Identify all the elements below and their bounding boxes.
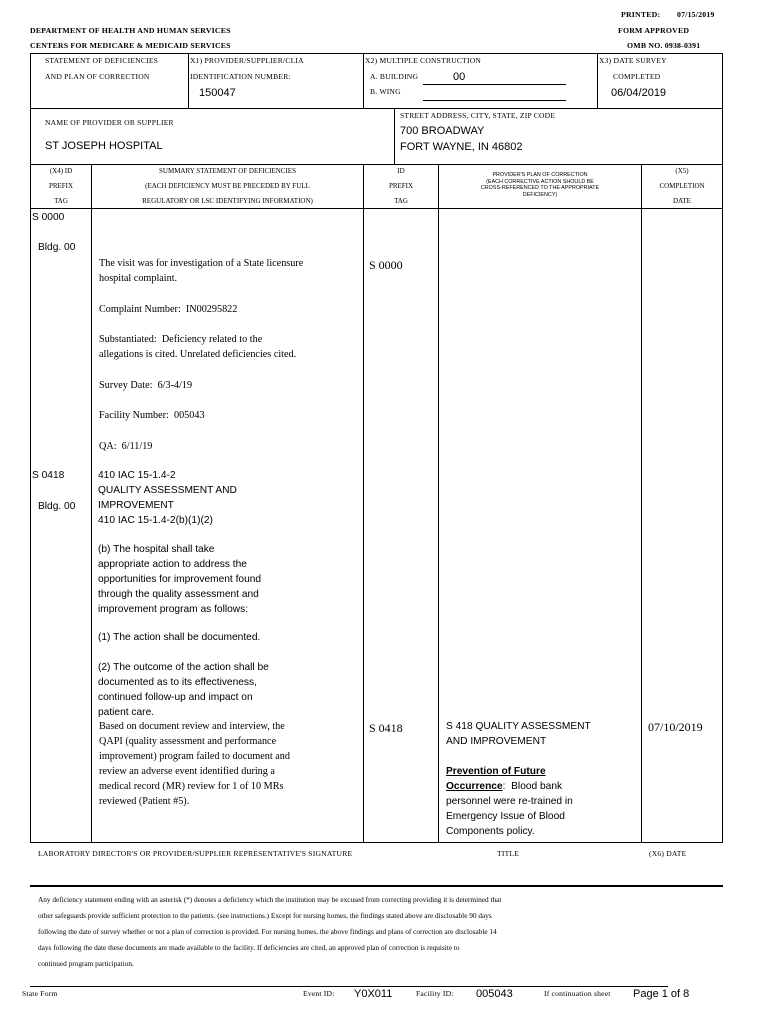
summary-header-l3: REGULATORY OR LSC IDENTIFYING INFORMATION) <box>142 197 313 205</box>
x5-header-l3: DATE <box>673 197 691 205</box>
continuation-label: If continuation sheet <box>544 989 611 998</box>
completion-date: 07/10/2019 <box>648 720 703 734</box>
id-header-l1: ID <box>397 167 405 175</box>
department-name: DEPARTMENT OF HEALTH AND HUMAN SERVICES <box>30 26 231 35</box>
rule <box>30 164 31 843</box>
rule <box>91 164 92 843</box>
substantiated-text: Substantiated: Deficiency related to the allegations is cited. Unrelated deficiencies cited. <box>99 334 297 360</box>
bldg-00-second: Bldg. 00 <box>38 501 76 512</box>
rule <box>641 164 642 843</box>
x3-label-2: COMPLETED <box>613 72 661 81</box>
disclaimer-text: Any deficiency statement ending with an asterisk (*) denotes a deficiency which the institution may be excused from correcting providing it is determined that other safeguards provide sufficient protection to the patients. (see instructions.) Except for nursing homes, the findings stated above are disclosable 90 days following the date of survey whether or not a plan of correction is provided. For nursing homes, the above findings and plans of correction are disclosable 14 days following the date these documents are made available to the facility. If deficiencies are cited, an approved plan of correction is requisite to continued program participation. <box>38 895 502 968</box>
prevention-occurrence: Occurrence <box>446 781 503 792</box>
x5-header-l2: COMPLETION <box>659 182 705 190</box>
event-id-label: Event ID: <box>303 989 335 998</box>
id-s0000: S 0000 <box>369 258 403 272</box>
clause-1-text: (1) The action shall be documented. <box>98 632 261 643</box>
complaint-number: Complaint Number: IN00295822 <box>99 304 238 315</box>
prevention-heading-2 <box>446 779 562 794</box>
x2-label: X2) MULTIPLE CONSTRUCTION <box>365 56 482 65</box>
plan-header-l4: DEFICIENCY) <box>522 191 558 198</box>
plan-header-l3: CROSS-REFERENCED TO THE APPROPRIATE <box>480 185 600 191</box>
tag-s0418: S 0418 <box>32 470 65 481</box>
event-id-value: Y0X011 <box>354 988 393 1000</box>
rule <box>30 208 723 209</box>
rule <box>363 164 364 843</box>
building-underline <box>423 84 566 85</box>
plan-header-l2: (EACH CORRECTIVE ACTION SHOULD BE <box>486 178 594 185</box>
x1-label-2: IDENTIFICATION NUMBER: <box>190 72 291 81</box>
address-line-1: 700 BROADWAY <box>400 125 485 137</box>
rule <box>722 53 723 109</box>
rule <box>30 842 723 843</box>
omb-number: OMB NO. 0938-0391 <box>627 41 701 50</box>
footer-rule <box>30 986 668 987</box>
x4-header-l2: PREFIX <box>48 182 74 190</box>
clause-2-text: (2) The outcome of the action shall be documented as to its effectiveness, continued follow-up and impact on patient care. <box>98 662 269 718</box>
plan-header <box>439 172 641 198</box>
page-number: Page 1 of 8 <box>633 988 690 1000</box>
rule <box>30 164 723 165</box>
survey-date-text: Survey Date: 6/3-4/19 <box>99 380 193 391</box>
provider-id-value: 150047 <box>199 87 236 99</box>
signature-rule <box>30 885 723 887</box>
address-line-2: FORT WAYNE, IN 46802 <box>400 141 523 153</box>
x4-header <box>31 166 91 206</box>
id-s0418: S 0418 <box>369 721 403 735</box>
qa-text: QA: 6/11/19 <box>99 441 153 452</box>
finding-text: Based on document review and interview, the QAPI (quality assessment and performance improvement) program failed to document and review an adverse event identified during a medical record (MR) review for 1 of 10 MRs reviewed (Patient #5). <box>99 721 290 807</box>
x4-header-l1: (X4) ID <box>49 167 73 175</box>
x1-label-1: X1) PROVIDER/SUPPLIER/CLIA <box>190 56 304 65</box>
id-header <box>364 166 438 206</box>
intro-text: The visit was for investigation of a State licensure hospital complaint. <box>99 258 304 284</box>
x5-header <box>642 166 722 206</box>
regulation-text: 410 IAC 15-1.4-2 QUALITY ASSESSMENT AND IMPROVEMENT 410 IAC 15-1.4-2(b)(1)(2) <box>98 470 237 526</box>
provider-name-label: NAME OF PROVIDER OR SUPPLIER <box>45 118 174 127</box>
tag-s0000: S 0000 <box>32 212 65 223</box>
x5-header-l1: (X5) <box>675 167 689 175</box>
rule <box>30 109 31 165</box>
bldg-00-first: Bldg. 00 <box>38 242 76 253</box>
rule <box>30 53 723 54</box>
b-clause-text: (b) The hospital shall take appropriate action to address the opportunities for improvement found through the quality assessment and improvement program as follows: <box>98 544 262 615</box>
x3-label-1: X3) DATE SURVEY <box>599 56 667 65</box>
summary-header-l1: SUMMARY STATEMENT OF DEFICIENCIES <box>159 167 296 175</box>
rule <box>597 53 598 109</box>
wing-label: B. WING <box>370 87 401 96</box>
centers-name: CENTERS FOR MEDICARE & MEDICAID SERVICES <box>30 41 231 50</box>
rule <box>722 164 723 843</box>
rule <box>30 53 31 109</box>
prevention-colon: : Blood bank <box>502 781 563 792</box>
provider-name-value: ST JOSEPH HOSPITAL <box>45 140 163 152</box>
rule <box>394 109 395 165</box>
title-label: TITLE <box>497 849 520 858</box>
wing-underline <box>423 100 566 101</box>
rule <box>30 108 723 109</box>
statement-label-1: STATEMENT OF DEFICIENCIES <box>45 56 159 65</box>
building-label: A. BUILDING <box>370 72 419 81</box>
signature-label: LABORATORY DIRECTOR'S OR PROVIDER/SUPPLIER REPRESENTATIVE'S SIGNATURE <box>38 849 353 858</box>
x6-date-label: (X6) DATE <box>649 849 687 858</box>
facility-number-text: Facility Number: 005043 <box>99 410 205 421</box>
survey-date-value: 06/04/2019 <box>611 87 667 99</box>
id-header-l3: TAG <box>394 197 408 205</box>
plan-text: personnel were re-trained in Emergency Issue of Blood Components policy. <box>446 796 573 837</box>
x4-header-l3: TAG <box>54 197 68 205</box>
building-value: 00 <box>453 71 466 83</box>
rule <box>722 109 723 165</box>
facility-id-value: 005043 <box>476 988 513 1000</box>
statement-label-2: AND PLAN OF CORRECTION <box>45 72 150 81</box>
plan-title: S 418 QUALITY ASSESSMENT AND IMPROVEMENT <box>446 721 591 747</box>
summary-header-l2: (EACH DEFICIENCY MUST BE PRECEDED BY FULL <box>145 182 310 190</box>
rule <box>438 164 439 843</box>
form-approved: FORM APPROVED <box>618 26 690 35</box>
printed-label: PRINTED: <box>621 10 661 19</box>
rule <box>188 53 189 109</box>
prevention-heading-1: Prevention of Future <box>446 766 546 777</box>
state-form-label: State Form <box>22 989 58 998</box>
id-header-l2: PREFIX <box>388 182 414 190</box>
rule <box>363 53 364 109</box>
plan-header-l1: PROVIDER'S PLAN OF CORRECTION <box>492 172 588 178</box>
facility-id-label: Facility ID: <box>416 989 454 998</box>
address-label: STREET ADDRESS, CITY, STATE, ZIP CODE <box>400 111 556 120</box>
summary-header <box>92 166 363 206</box>
printed-date: 07/15/2019 <box>677 10 715 19</box>
